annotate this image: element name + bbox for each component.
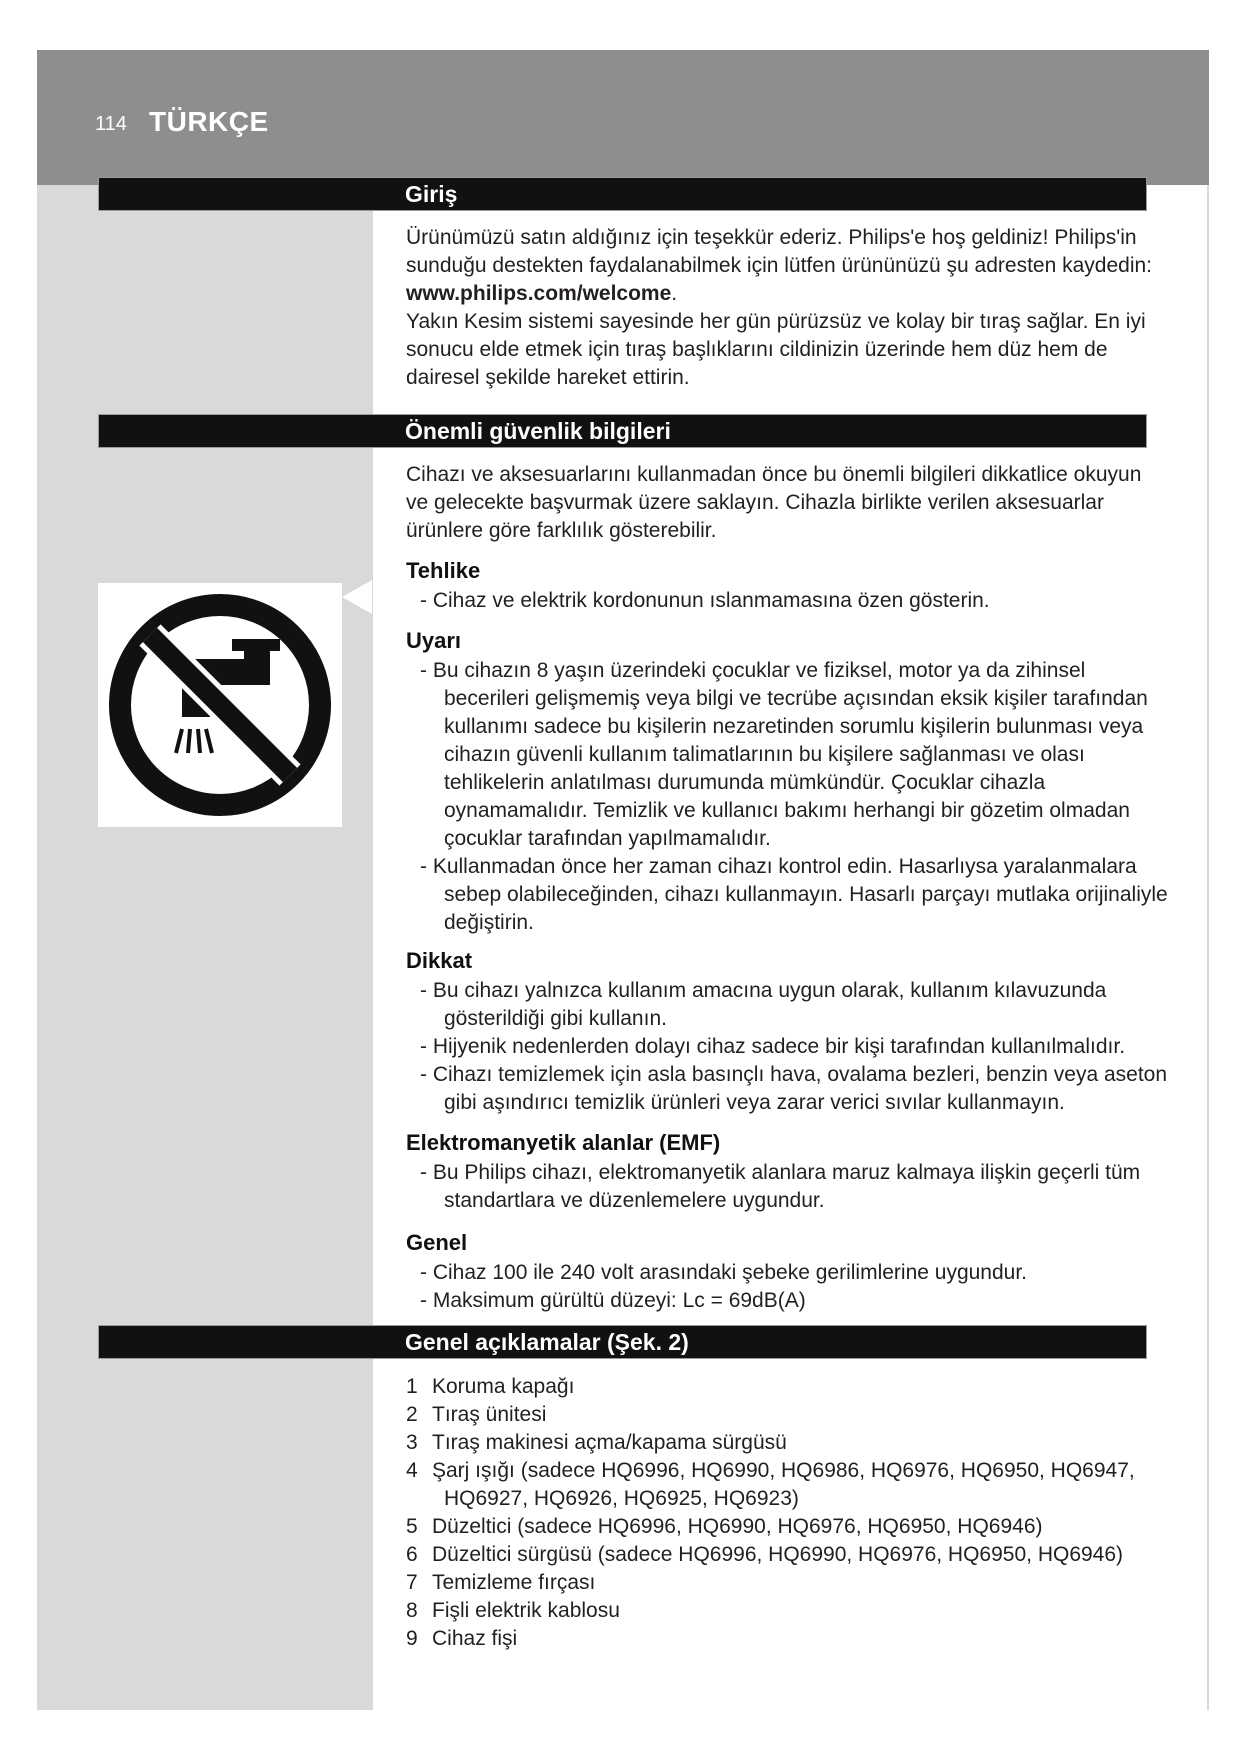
caution-heading: Dikkat <box>406 948 473 973</box>
list-item <box>406 1569 1176 1597</box>
list-item <box>406 1597 1176 1625</box>
section-bar-intro <box>98 177 1147 211</box>
section-title-intro: Giriş <box>405 181 458 207</box>
no-water-icon-panel <box>98 583 342 827</box>
language-title: TÜRKÇE <box>149 106 269 137</box>
list-item <box>406 1373 1176 1401</box>
item-number: 1 <box>406 1375 418 1398</box>
safety-intro: Cihazı ve aksesuarlarını kullanmadan önce bu önemli bilgileri dikkatlice okuyun ve gelecekte başvurmak üzere saklayın. Cihazla birlikte verilen aksesuarlar ürünlere göre farklılık gösterebilir. <box>406 463 1142 542</box>
list-item: - Cihaz ve elektrik kordonunun ıslanmamasına özen gösterin. <box>420 589 990 612</box>
item-text: Koruma kapağı <box>432 1375 575 1398</box>
intro-paragraph-2: Yakın Kesim sistemi sayesinde her gün pürüzsüz ve kolay bir tıraş sağlar. En iyi sonucu elde etmek için tıraş başlıklarını cildinizin üzerinde hem düz hem de dairesel şekilde hareket ettirin. <box>406 310 1146 389</box>
item-number: 7 <box>406 1571 418 1594</box>
caution-list <box>420 977 1170 1117</box>
item-text: Şarj ışığı (sadece HQ6996, HQ6990, HQ6986, HQ6976, HQ6950, HQ6947, HQ6927, HQ6926, HQ6925, HQ6923) <box>432 1459 1135 1510</box>
item-text: Tıraş makinesi açma/kapama sürgüsü <box>432 1431 787 1454</box>
list-item: - Cihaz 100 ile 240 volt arasındaki şebeke gerilimlerine uygundur. <box>420 1261 1028 1284</box>
list-item: - Hijyenik nedenlerden dolayı cihaz sadece bir kişi tarafından kullanılmalıdır. <box>420 1035 1126 1058</box>
item-number: 5 <box>406 1515 418 1538</box>
intro-text <box>406 224 1166 392</box>
general-list <box>420 1259 1170 1315</box>
list-item: - Bu cihazı yalnızca kullanım amacına uygun olarak, kullanım kılavuzunda gösterildiği gibi kullanın. <box>420 979 1107 1030</box>
parts-list <box>406 1373 1176 1653</box>
intro-text-start: Ürünümüzü satın aldığınız için teşekkür ederiz. Philips'e hoş geldiniz! Philips'in sunduğu destekten faydalanabilmek için lütfen ürününüzü şu adresten kaydedin: <box>406 226 1153 277</box>
danger-list <box>420 587 1170 615</box>
list-item <box>406 1625 1176 1653</box>
general-heading: Genel <box>406 1230 468 1255</box>
list-item: - Cihazı temizlemek için asla basınçlı hava, ovalama bezleri, benzin veya aseton gibi aşındırıcı temizlik ürünleri veya zarar verici sıvılar kullanmayın. <box>420 1063 1168 1114</box>
section-title-safety: Önemli güvenlik bilgileri <box>405 418 671 444</box>
item-number: 8 <box>406 1599 418 1622</box>
page-number: 114 <box>95 113 127 135</box>
warning-heading: Uyarı <box>406 628 462 653</box>
list-item <box>406 1401 1176 1429</box>
item-text: Cihaz fişi <box>432 1627 518 1650</box>
item-text: Temizleme fırçası <box>432 1571 596 1594</box>
danger-heading: Tehlike <box>406 558 481 583</box>
item-text: Düzeltici (sadece HQ6996, HQ6990, HQ6976, HQ6950, HQ6946) <box>432 1515 1043 1538</box>
list-item <box>406 1457 1176 1513</box>
item-number: 3 <box>406 1431 418 1454</box>
emf-heading: Elektromanyetik alanlar (EMF) <box>406 1130 721 1155</box>
no-water-icon <box>98 583 342 827</box>
list-item <box>406 1513 1176 1541</box>
item-text: Fişli elektrik kablosu <box>432 1599 620 1622</box>
list-item: - Kullanmadan önce her zaman cihazı kontrol edin. Hasarlıysa yaralanmalara sebep olabileceğinden, cihazı kullanmayın. Hasarlı parçayı mutlaka orijinaliyle değiştirin. <box>420 855 1168 934</box>
icon-pointer <box>338 580 372 614</box>
intro-text-end: . <box>671 282 678 305</box>
list-item: - Maksimum gürültü düzeyi: Lc = 69dB(A) <box>420 1289 806 1312</box>
welcome-link[interactable]: www.philips.com/welcome <box>406 282 672 305</box>
item-number: 4 <box>406 1459 418 1482</box>
intro-paragraph-1 <box>406 224 1166 308</box>
right-edge-line <box>1207 185 1209 1710</box>
list-item: - Bu cihazın 8 yaşın üzerindeki çocuklar ve fiziksel, motor ya da zihinsel becerileri gelişmemiş veya bilgi ve tecrübe açısından eksik kişiler tarafından kullanımı sadece bu kişilerin nezaretinden sorumlu kişilerin bulunması veya cihazın güvenli kullanım talimatlarının bu kişilere sağlanması ve olası tehlikelerin anlatılması durumunda mümkündür. Çocuklar cihazla oynamamalıdır. Temizlik ve kullanıcı bakımı herhangi bir gözetim olmadan çocuklar tarafından yapılmamalıdır. <box>420 659 1148 850</box>
item-number: 9 <box>406 1627 418 1650</box>
item-text: Tıraş ünitesi <box>432 1403 547 1426</box>
item-number: 2 <box>406 1403 418 1426</box>
list-item <box>406 1429 1176 1457</box>
list-item <box>406 1541 1176 1569</box>
warning-list <box>420 657 1170 937</box>
item-text: Düzeltici sürgüsü (sadece HQ6996, HQ6990, HQ6976, HQ6950, HQ6946) <box>432 1543 1124 1566</box>
emf-list <box>420 1159 1170 1215</box>
item-number: 6 <box>406 1543 418 1566</box>
section-title-description: Genel açıklamalar (Şek. 2) <box>405 1329 689 1355</box>
list-item: - Bu Philips cihazı, elektromanyetik alanlara maruz kalmaya ilişkin geçerli tüm standartlara ve düzenlemelere uygundur. <box>420 1161 1141 1212</box>
